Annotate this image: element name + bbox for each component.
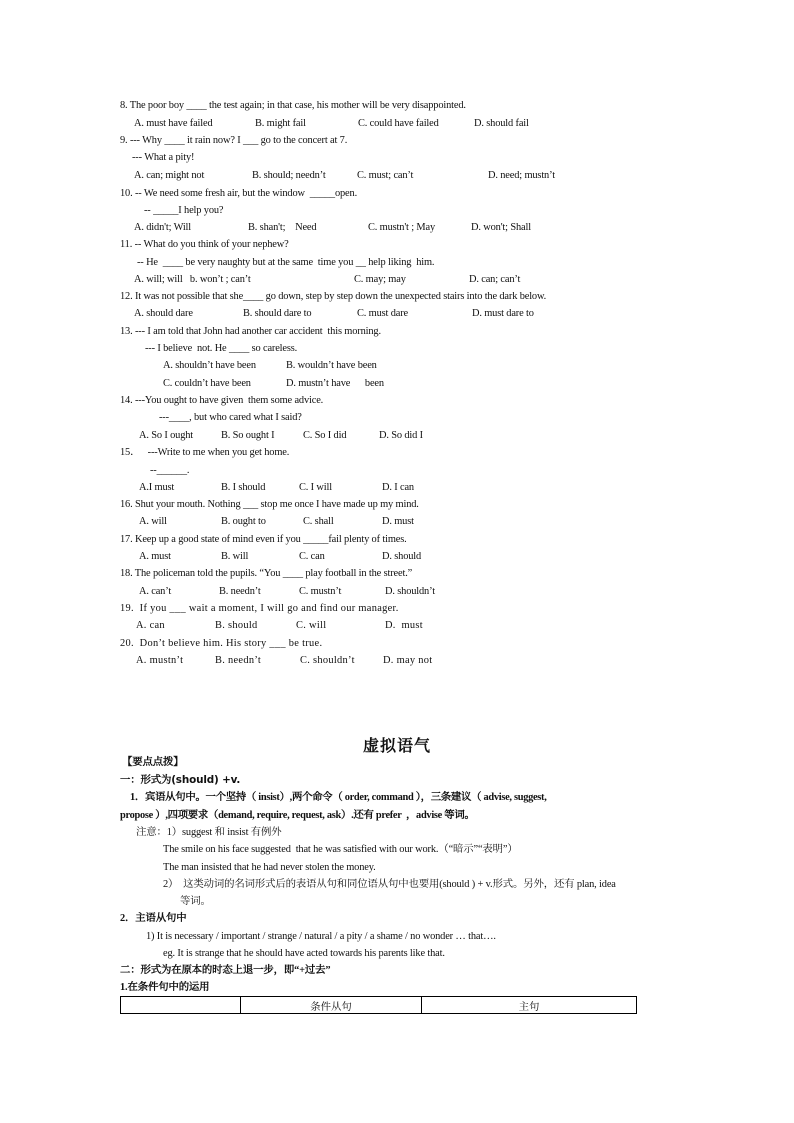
option-17c: C. can — [299, 551, 325, 562]
question-10: 10. -- We need some fresh air, but the window _____open. — [120, 188, 358, 199]
table-header-main: 主句 — [422, 997, 637, 1014]
option-15d: D. I can — [382, 482, 414, 493]
option-13c: C. couldn’t have been — [163, 378, 251, 389]
option-20b: B. needn’t — [215, 655, 262, 666]
question-16: 16. Shut your mouth. Nothing ___ stop me once I have made up my mind. — [120, 499, 419, 510]
option-18c: C. mustn’t — [299, 586, 342, 597]
option-20a: A. mustn’t — [136, 655, 184, 666]
note-2-line2: 等词。 — [180, 896, 211, 907]
option-17d: D. should — [382, 551, 422, 562]
option-8b: B. might fail — [255, 118, 306, 129]
option-16d: D. must — [382, 516, 414, 527]
option-8c: C. could have failed — [358, 118, 439, 129]
option-14b: B. So ought I — [221, 430, 275, 441]
option-10c: C. mustn't ; May — [368, 222, 436, 233]
option-15a: A.I must — [139, 482, 175, 493]
item1-line2: propose ）,四项要求（demand, require, request, ask）.还有 prefer ，advise 等词。 — [120, 810, 475, 821]
item2-line2: eg. It is strange that he should have acted towards his parents like that. — [163, 948, 445, 959]
table-header-blank — [121, 997, 241, 1014]
option-9d: D. need; mustn’t — [488, 170, 555, 181]
question-14: 14. ---You ought to have given them some advice. — [120, 395, 324, 406]
option-17a: A. must — [139, 551, 171, 562]
question-10-reply: -- _____I help you? — [144, 205, 224, 216]
option-18b: B. needn’t — [219, 586, 261, 597]
note-2-line1: 2） 这类动词的名词形式后的表语从句和同位语从句中也要用(should ) + v.形式。另外，还有 plan, idea — [163, 879, 616, 890]
option-12c: C. must dare — [357, 308, 409, 319]
option-11a: A. will; will b. won’t ; can’t — [134, 274, 251, 285]
option-9b: B. should; needn’t — [252, 170, 326, 181]
option-14a: A. So I ought — [139, 430, 194, 441]
option-9c: C. must; can’t — [357, 170, 414, 181]
question-15-reply: --______. — [150, 465, 190, 476]
sub1-title: 1.在条件句中的运用 — [120, 982, 210, 993]
option-14d: D. So did I — [379, 430, 423, 441]
section-heading: 【要点点拨】 — [122, 756, 184, 768]
question-18: 18. The policeman told the pupils. “You ____ play football in the street.” — [120, 568, 413, 579]
option-12b: B. should dare to — [243, 308, 312, 319]
option-16a: A. will — [139, 516, 167, 527]
question-11: 11. -- What do you think of your nephew? — [120, 239, 289, 250]
option-18a: A. can’t — [139, 586, 172, 597]
option-12a: A. should dare — [134, 308, 193, 319]
option-11d: D. can; can’t — [469, 274, 521, 285]
question-13-reply: --- I believe not. He ____ so careless. — [145, 343, 298, 354]
conditional-table — [120, 996, 637, 1014]
example-2: The man insisted that he had never stolen the money. — [163, 862, 376, 873]
question-19: 19. If you ___ wait a moment, I will go and find our manager. — [120, 603, 399, 614]
example-1: The smile on his face suggested that he was satisfied with our work.（“暗示”“表明”） — [163, 844, 518, 855]
option-16b: B. ought to — [221, 516, 266, 527]
option-19a: A. can — [136, 620, 165, 631]
question-8: 8. The poor boy ____ the test again; in that case, his mother will be very disappointed. — [120, 100, 466, 111]
table-header-row — [121, 997, 637, 1014]
option-16c: C. shall — [303, 516, 334, 527]
option-12d: D. must dare to — [472, 308, 534, 319]
option-15b: B. I should — [221, 482, 266, 493]
question-9-reply: --- What a pity! — [132, 152, 195, 163]
option-19c: C. will — [296, 620, 327, 631]
question-14-reply: ---____, but who cared what I said? — [159, 412, 302, 423]
option-20d: D. may not — [383, 655, 433, 666]
item2-line1: 1) It is necessary / important / strange / natural / a pity / a shame / no wonder … that…. — [146, 931, 496, 942]
option-8d: D. should fail — [474, 118, 529, 129]
option-10a: A. didn't; Will — [134, 222, 192, 233]
option-19d: D. must — [385, 620, 423, 631]
part1-title: 一：形式为(should) +v. — [120, 774, 241, 786]
question-11-reply: -- He ____ be very naughty but at the same time you __ help liking him. — [137, 257, 435, 268]
option-20c: C. shouldn’t — [300, 655, 355, 666]
option-13a: A. shouldn’t have been — [163, 360, 256, 371]
question-9: 9. --- Why ____ it rain now? I ___ go to the concert at 7. — [120, 135, 348, 146]
note-1: 注意：1）suggest 和 insist 有例外 — [136, 827, 282, 838]
option-14c: C. So I did — [303, 430, 347, 441]
option-8a: A. must have failed — [134, 118, 213, 129]
option-15c: C. I will — [299, 482, 332, 493]
item2-title: 2．主语从句中 — [120, 913, 187, 924]
option-13d: D. mustn’t have been — [286, 378, 384, 389]
option-18d: D. shouldn’t — [385, 586, 435, 597]
option-13b: B. wouldn’t have been — [286, 360, 377, 371]
option-9a: A. can; might not — [134, 170, 205, 181]
item1-line1: 1．宾语从句中。一个坚持（ insist）,两个命令（ order, command ），三条建议（ advise, suggest, — [130, 792, 547, 803]
part2-title: 二：形式为在原本的时态上退一步，即“+过去” — [120, 965, 331, 976]
option-10b: B. shan't; Need — [248, 222, 317, 233]
question-12: 12. It was not possible that she____ go down, step by step down the unexpected stairs into the dark below. — [120, 291, 547, 302]
question-17: 17. Keep up a good state of mind even if you _____fail plenty of times. — [120, 534, 407, 545]
option-19b: B. should — [215, 620, 258, 631]
table-header-condition: 条件从句 — [241, 997, 422, 1014]
option-17b: B. will — [221, 551, 249, 562]
option-10d: D. won't; Shall — [471, 222, 531, 233]
question-13: 13. --- I am told that John had another car accident this morning. — [120, 326, 381, 337]
question-20: 20. Don’t believe him. His story ___ be true. — [120, 638, 323, 649]
option-11c: C. may; may — [354, 274, 406, 285]
section-title: 虚拟语气 — [362, 736, 431, 755]
question-15: 15． ---Write to me when you get home. — [120, 447, 290, 458]
